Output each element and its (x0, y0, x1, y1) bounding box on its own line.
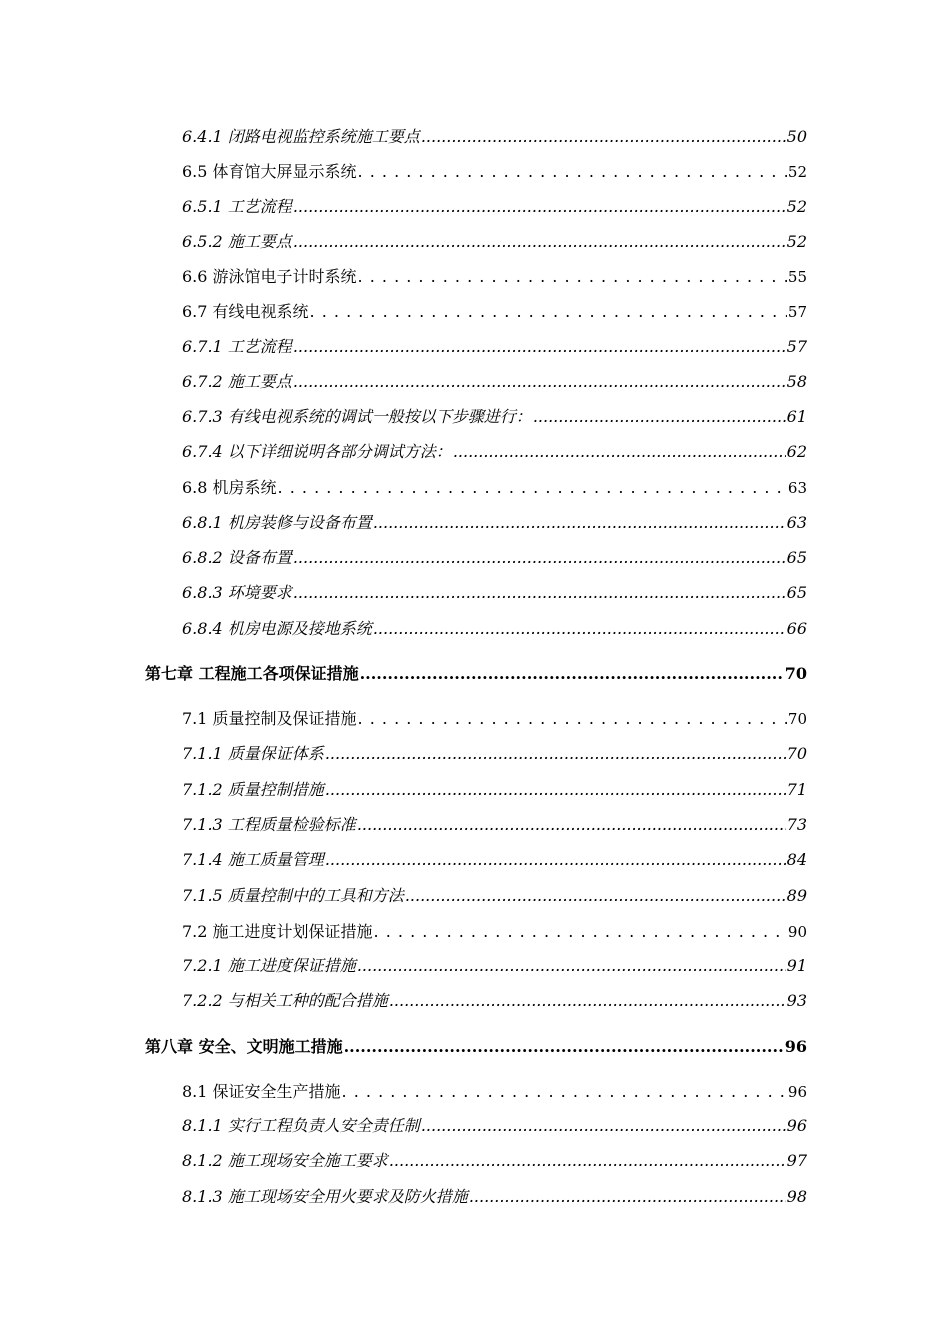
toc-entry-title: 8.1 保证安全生产措施 (182, 1082, 341, 1101)
dot-leader (373, 508, 786, 538)
dot-leader (325, 775, 786, 805)
toc-entry[interactable] (182, 775, 807, 805)
toc-entry[interactable] (182, 986, 807, 1016)
toc-entry-title: 6.7.1 工艺流程 (182, 337, 292, 356)
dot-leader (389, 1146, 786, 1176)
dot-leader (358, 704, 787, 734)
toc-entry-title: 6.5 体育馆大屏显示系统 (182, 162, 357, 181)
toc-entry-title: 7.1.5 质量控制中的工具和方法 (182, 886, 404, 905)
toc-entry-title: 7.2.2 与相关工种的配合措施 (182, 991, 388, 1010)
toc-entry-title: 6.8 机房系统 (182, 478, 277, 497)
toc-entry-page: 57 (786, 337, 807, 356)
dot-leader (293, 578, 786, 608)
toc-entry-title: 7.1.2 质量控制措施 (182, 780, 324, 799)
toc-entry[interactable] (182, 157, 807, 187)
toc-entry-page: 93 (786, 991, 807, 1010)
toc-entry-page: 63 (787, 479, 807, 497)
toc-entry[interactable] (182, 402, 807, 432)
toc-entry-title: 6.8.2 设备布置 (182, 548, 292, 567)
dot-leader (358, 262, 787, 292)
toc-entry-title: 6.8.1 机房装修与设备布置 (182, 513, 372, 532)
toc-entry-page: 96 (786, 1116, 807, 1135)
dot-leader (405, 881, 786, 911)
toc-entry-page: 65 (786, 548, 807, 567)
toc-entry-page: 71 (786, 780, 807, 799)
toc-entry-page: 84 (786, 850, 807, 869)
toc-entry-page: 63 (786, 513, 807, 532)
toc-entry[interactable] (182, 543, 807, 573)
dot-leader (278, 473, 787, 503)
toc-entry-page: 73 (786, 815, 807, 834)
toc-entry[interactable] (182, 917, 807, 947)
toc-entry-page: 55 (787, 268, 807, 286)
toc-entry[interactable] (182, 262, 807, 292)
toc-entry-page: 89 (786, 886, 807, 905)
toc-entry[interactable] (182, 227, 807, 257)
toc-entry-title: 第七章 工程施工各项保证措施 (145, 664, 359, 683)
toc-entry[interactable] (182, 1182, 807, 1212)
toc-entry-page: 70 (786, 744, 807, 763)
toc-entry[interactable] (182, 297, 807, 327)
toc-entry-title: 6.5.2 施工要点 (182, 232, 292, 251)
toc-entry[interactable] (182, 578, 807, 608)
dot-leader (325, 845, 786, 875)
toc-entry-title: 6.7.3 有线电视系统的调试一般按以下步骤进行： (182, 407, 532, 426)
toc-entry-title: 6.4.1 闭路电视监控系统施工要点 (182, 127, 420, 146)
toc-entry-page: 66 (786, 619, 807, 638)
toc-entry[interactable] (182, 437, 807, 467)
toc-entry[interactable] (182, 614, 807, 644)
dot-leader (389, 986, 786, 1016)
dot-leader (293, 192, 786, 222)
toc-entry-page: 98 (786, 1187, 807, 1206)
toc-entry[interactable] (182, 508, 807, 538)
toc-entry-title: 6.8.4 机房电源及接地系统 (182, 619, 372, 638)
toc-entry-title: 6.8.3 环境要求 (182, 583, 292, 602)
dot-leader (421, 122, 786, 152)
toc-entry[interactable] (182, 122, 807, 152)
toc-entry-title: 7.1.4 施工质量管理 (182, 850, 324, 869)
dot-leader (374, 917, 787, 947)
toc-entry-page: 70 (787, 710, 807, 728)
toc-entry-page: 62 (786, 442, 807, 461)
toc-entry-title: 6.7 有线电视系统 (182, 302, 309, 321)
toc-entry-title: 8.1.2 施工现场安全施工要求 (182, 1151, 388, 1170)
toc-entry-title: 8.1.3 施工现场安全用火要求及防火措施 (182, 1187, 468, 1206)
toc-entry[interactable] (182, 810, 807, 840)
dot-leader (421, 1111, 786, 1141)
toc-entry-page: 52 (786, 197, 807, 216)
dot-leader (357, 951, 786, 981)
dot-leader (373, 614, 786, 644)
toc-entry-page: 96 (787, 1083, 807, 1101)
toc-entry-page: 70 (784, 664, 807, 683)
toc-entry[interactable] (182, 881, 807, 911)
toc-entry-page: 52 (786, 232, 807, 251)
dot-leader (293, 332, 786, 362)
toc-entry[interactable] (182, 332, 807, 362)
toc-entry-title: 6.7.4 以下详细说明各部分调试方法： (182, 442, 452, 461)
toc-entry-title: 6.7.2 施工要点 (182, 372, 292, 391)
toc-entry-title: 第八章 安全、文明施工措施 (145, 1037, 343, 1056)
toc-chapter-entry[interactable] (145, 659, 807, 689)
dot-leader (533, 402, 786, 432)
toc-entry-page: 50 (786, 127, 807, 146)
toc-entry-page: 97 (786, 1151, 807, 1170)
dot-leader (453, 437, 786, 467)
dot-leader (293, 227, 786, 257)
toc-entry-title: 7.2 施工进度计划保证措施 (182, 922, 373, 941)
toc-entry-title: 7.2.1 施工进度保证措施 (182, 956, 356, 975)
toc-entry-page: 96 (784, 1037, 807, 1056)
toc-entry-page: 58 (786, 372, 807, 391)
toc-entry-page: 61 (786, 407, 807, 426)
dot-leader (293, 367, 786, 397)
toc-entry[interactable] (182, 1077, 807, 1107)
dot-leader (344, 1032, 784, 1062)
toc-entry-title: 6.5.1 工艺流程 (182, 197, 292, 216)
toc-entry-title: 6.6 游泳馆电子计时系统 (182, 267, 357, 286)
toc-entry[interactable] (182, 1111, 807, 1141)
dot-leader (325, 739, 786, 769)
toc-entry-page: 65 (786, 583, 807, 602)
toc-entry-title: 7.1.3 工程质量检验标准 (182, 815, 356, 834)
dot-leader (357, 810, 786, 840)
toc-entry-page: 90 (787, 923, 807, 941)
toc-entry[interactable] (182, 845, 807, 875)
toc-entry[interactable] (182, 473, 807, 503)
toc-entry-page: 52 (787, 163, 807, 181)
dot-leader (310, 297, 787, 327)
toc-entry-title: 8.1.1 实行工程负责人安全责任制 (182, 1116, 420, 1135)
toc-entry[interactable] (182, 1146, 807, 1176)
toc-entry[interactable] (182, 704, 807, 734)
toc-chapter-entry[interactable] (145, 1032, 807, 1062)
dot-leader (293, 543, 786, 573)
toc-entry-page: 57 (787, 303, 807, 321)
toc-entry[interactable] (182, 192, 807, 222)
toc-entry-page: 91 (786, 956, 807, 975)
toc-entry[interactable] (182, 367, 807, 397)
dot-leader (469, 1182, 786, 1212)
toc-entry-title: 7.1.1 质量保证体系 (182, 744, 324, 763)
toc-entry[interactable] (182, 951, 807, 981)
dot-leader (342, 1077, 787, 1107)
toc-entry[interactable] (182, 739, 807, 769)
dot-leader (358, 157, 787, 187)
toc-entry-title: 7.1 质量控制及保证措施 (182, 709, 357, 728)
dot-leader (360, 659, 784, 689)
